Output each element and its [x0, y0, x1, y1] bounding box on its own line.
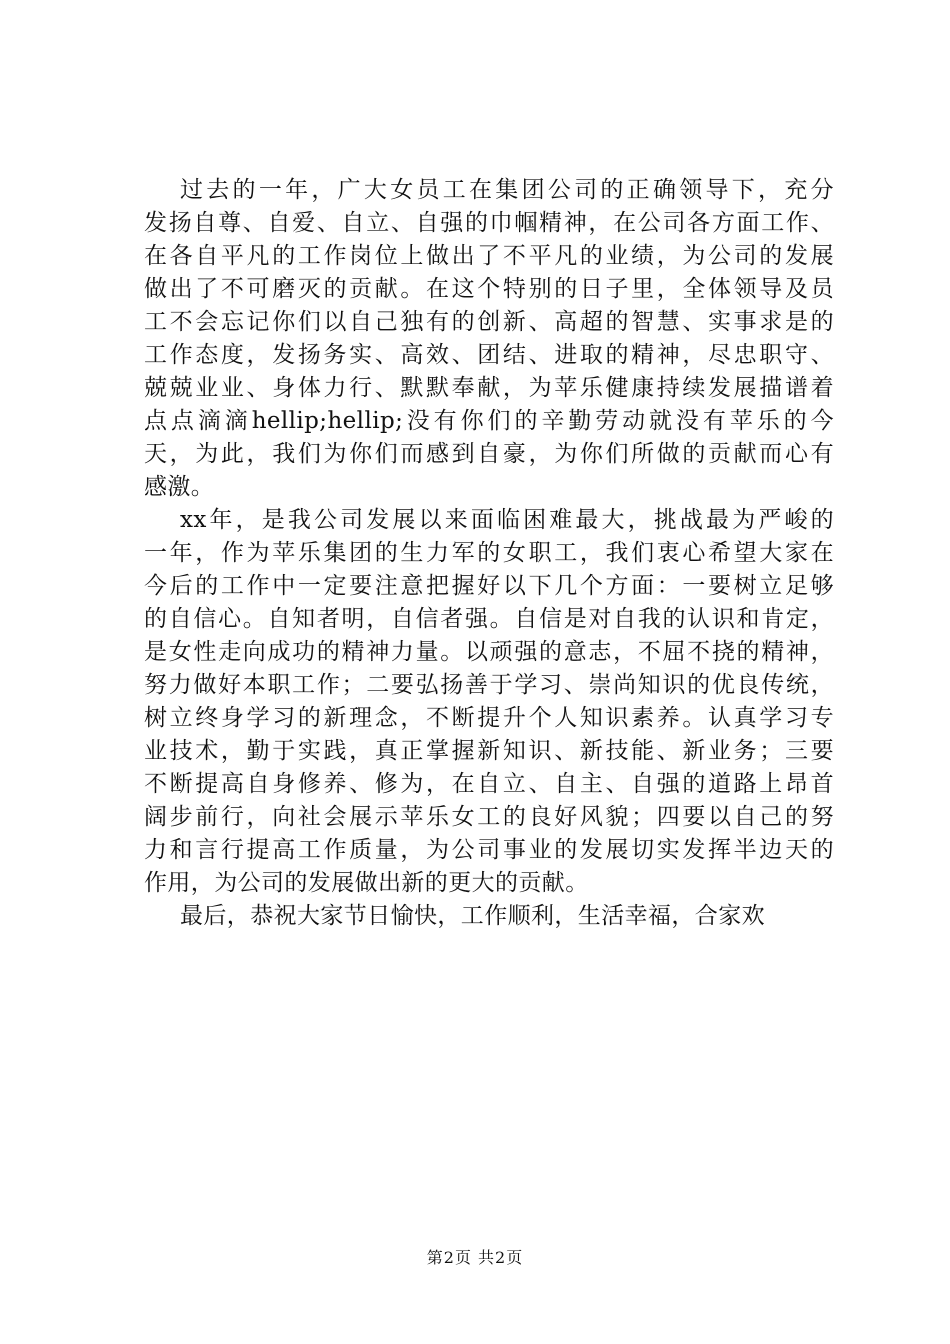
- document-body: [144, 174, 834, 933]
- paragraph-line: 阔步前行，向社会展示苹乐女工的良好风貌；四要以自己的努: [144, 804, 834, 830]
- paragraph-line: 一年，作为苹乐集团的生力军的女职工，我们衷心希望大家在: [144, 540, 834, 566]
- paragraph-line: 发扬自尊、自爱、自立、自强的巾帼精神，在公司各方面工作、: [144, 210, 834, 236]
- paragraph-1: [144, 174, 834, 504]
- paragraph-line: 最后，恭祝大家节日愉快，工作顺利，生活幸福，合家欢: [180, 903, 765, 929]
- paragraph-line: 点点滴滴hellip;hellip;没有你们的辛勤劳动就没有苹乐的今: [144, 408, 834, 434]
- paragraph-3: [144, 900, 834, 933]
- paragraph-line: 的自信心。自知者明，自信者强。自信是对自我的认识和肯定，: [144, 606, 834, 632]
- paragraph-line: 工不会忘记你们以自己独有的创新、高超的智慧、实事求是的: [144, 309, 834, 335]
- paragraph-line: xx年，是我公司发展以来面临困难最大，挑战最为严峻的: [180, 507, 834, 533]
- paragraph-line: 兢兢业业、身体力行、默默奉献，为苹乐健康持续发展描谱着: [144, 375, 834, 401]
- paragraph-line: 树立终身学习的新理念，不断提升个人知识素养。认真学习专: [144, 705, 834, 731]
- paragraph-line: 做出了不可磨灭的贡献。在这个特别的日子里，全体领导及员: [144, 276, 834, 302]
- paragraph-line: 过去的一年，广大女员工在集团公司的正确领导下，充分: [180, 177, 834, 203]
- paragraph-line: 作用，为公司的发展做出新的更大的贡献。: [144, 870, 589, 896]
- paragraph-line: 是女性走向成功的精神力量。以顽强的意志，不屈不挠的精神，: [144, 639, 834, 665]
- paragraph-line: 在各自平凡的工作岗位上做出了不平凡的业绩，为公司的发展: [144, 243, 834, 269]
- paragraph-line: 努力做好本职工作；二要弘扬善于学习、崇尚知识的优良传统，: [144, 672, 834, 698]
- page-number-footer: 第2页 共2页: [426, 1248, 524, 1267]
- paragraph-line: 天，为此，我们为你们而感到自豪，为你们所做的贡献而心有: [144, 441, 834, 467]
- paragraph-line: 工作态度，发扬务实、高效、团结、进取的精神，尽忠职守、: [144, 342, 834, 368]
- paragraph-line: 不断提高自身修养、修为，在自立、自主、自强的道路上昂首: [144, 771, 834, 797]
- paragraph-2: [144, 504, 834, 900]
- paragraph-line: 力和言行提高工作质量，为公司事业的发展切实发挥半边天的: [144, 837, 834, 863]
- paragraph-line: 今后的工作中一定要注意把握好以下几个方面：一要树立足够: [144, 573, 834, 599]
- paragraph-line: 业技术，勤于实践，真正掌握新知识、新技能、新业务；三要: [144, 738, 834, 764]
- paragraph-line: 感激。: [144, 474, 215, 500]
